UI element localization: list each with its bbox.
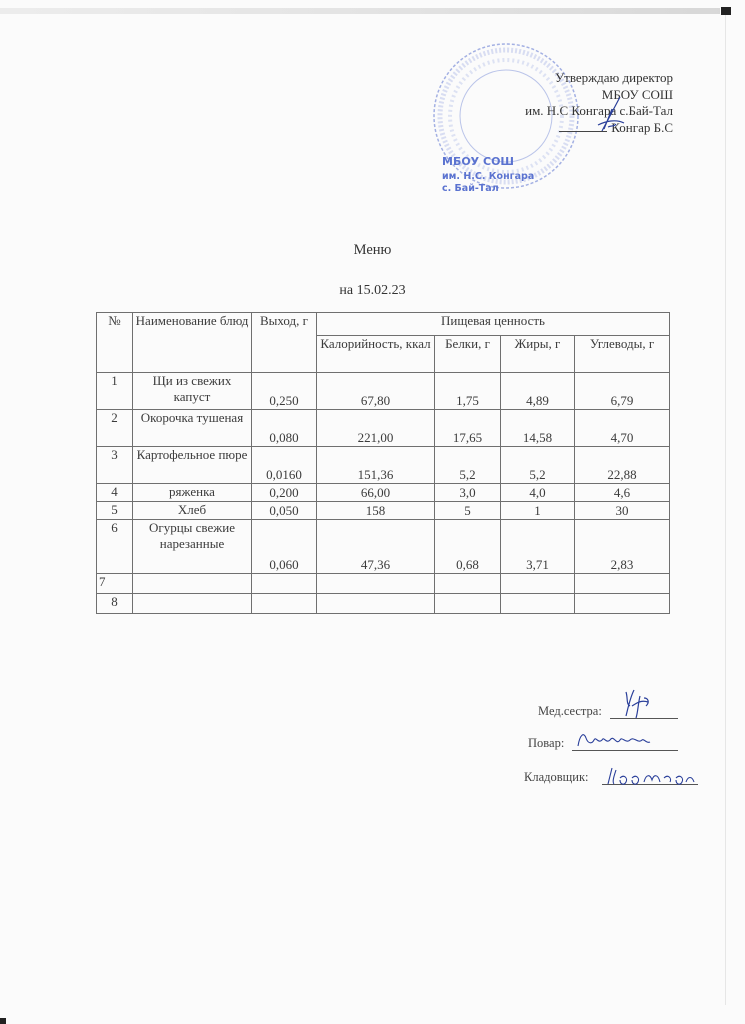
director-signature: [590, 95, 630, 135]
row-carbs: 4,70: [575, 410, 670, 447]
approval-line-4: Конгар Б.С: [611, 119, 673, 135]
table-row: [97, 410, 670, 447]
table-row: [97, 447, 670, 484]
row-protein: 5: [435, 502, 501, 520]
scan-corner-mark: [0, 1018, 6, 1024]
scan-edge-right: [725, 15, 726, 1005]
approval-line-3: им. Н.С Конгара с.Бай-Тал: [525, 103, 673, 118]
header-carbs: Углеводы, г: [575, 336, 670, 373]
row-num: 3: [97, 447, 133, 484]
approval-line-1: Утверждаю директор: [554, 70, 673, 85]
row-fat: 4,0: [501, 484, 575, 502]
row-calories: [317, 574, 435, 594]
row-carbs: [575, 594, 670, 614]
cook-signature: [574, 728, 652, 752]
row-protein: 0,68: [435, 520, 501, 574]
row-num: 4: [97, 484, 133, 502]
storekeeper-signature: [606, 764, 696, 788]
row-carbs: 4,6: [575, 484, 670, 502]
row-yield: 0,0160: [252, 447, 317, 484]
stamp-text-line2: им. Н.С. Конгара: [442, 171, 535, 182]
stamp-text-line1: МБОУ СОШ: [442, 155, 515, 168]
row-yield: 0,200: [252, 484, 317, 502]
row-num: 2: [97, 410, 133, 447]
table-row: [97, 520, 670, 574]
header-calories: Калорийность, ккал: [317, 336, 435, 373]
row-calories: [317, 594, 435, 614]
row-name: Окорочка тушеная: [133, 410, 252, 447]
row-name: Огурцы свежие нарезанные: [133, 520, 252, 574]
row-num: 8: [97, 594, 133, 614]
row-yield: 0,080: [252, 410, 317, 447]
row-calories: 221,00: [317, 410, 435, 447]
row-fat: [501, 594, 575, 614]
header-num: №: [97, 313, 133, 373]
row-fat: 1: [501, 502, 575, 520]
row-name: ряженка: [133, 484, 252, 502]
row-num: 7: [97, 574, 133, 594]
row-calories: 47,36: [317, 520, 435, 574]
table-row: [97, 373, 670, 410]
row-yield: 0,250: [252, 373, 317, 410]
table-row: [97, 574, 670, 594]
row-fat: 4,89: [501, 373, 575, 410]
header-fat: Жиры, г: [501, 336, 575, 373]
row-yield: 0,050: [252, 502, 317, 520]
row-protein: [435, 594, 501, 614]
row-fat: 3,71: [501, 520, 575, 574]
row-num: 1: [97, 373, 133, 410]
row-fat: 5,2: [501, 447, 575, 484]
row-calories: 151,36: [317, 447, 435, 484]
row-calories: 66,00: [317, 484, 435, 502]
row-name: [133, 594, 252, 614]
table-row: [97, 594, 670, 614]
header-yield: Выход, г: [252, 313, 317, 373]
row-protein: 1,75: [435, 373, 501, 410]
row-protein: 17,65: [435, 410, 501, 447]
row-carbs: 6,79: [575, 373, 670, 410]
row-carbs: 22,88: [575, 447, 670, 484]
row-yield: 0,060: [252, 520, 317, 574]
row-calories: 158: [317, 502, 435, 520]
document-title: Меню: [353, 242, 392, 258]
header-nutrition-group: Пищевая ценность: [317, 313, 670, 336]
stamp-text-line3: с. Бай-Тал: [442, 183, 499, 192]
scan-edge-top: [0, 8, 720, 14]
row-name: Щи из свежих капуст: [133, 373, 252, 410]
table-header-row: [97, 313, 670, 336]
document-date: на 15.02.23: [339, 283, 406, 298]
cook-label: Повар:: [528, 736, 565, 750]
table-row: [97, 484, 670, 502]
row-carbs: 2,83: [575, 520, 670, 574]
nurse-signature: [620, 688, 654, 720]
header-protein: Белки, г: [435, 336, 501, 373]
row-fat: [501, 574, 575, 594]
row-name: Картофельное пюре: [133, 447, 252, 484]
row-fat: 14,58: [501, 410, 575, 447]
row-name: Хлеб: [133, 502, 252, 520]
row-yield: [252, 574, 317, 594]
row-yield: [252, 594, 317, 614]
menu-table: [96, 312, 670, 614]
table-row: [97, 502, 670, 520]
row-name: [133, 574, 252, 594]
approval-line-2: МБОУ СОШ: [601, 86, 673, 102]
nurse-label: Мед.сестра:: [538, 704, 602, 718]
row-num: 6: [97, 520, 133, 574]
row-protein: 3,0: [435, 484, 501, 502]
scan-corner-mark: [721, 7, 731, 15]
row-calories: 67,80: [317, 373, 435, 410]
row-carbs: 30: [575, 502, 670, 520]
row-carbs: [575, 574, 670, 594]
row-protein: [435, 574, 501, 594]
storekeeper-label: Кладовщик:: [524, 770, 589, 784]
header-name: Наименование блюд: [133, 313, 252, 373]
row-protein: 5,2: [435, 447, 501, 484]
row-num: 5: [97, 502, 133, 520]
